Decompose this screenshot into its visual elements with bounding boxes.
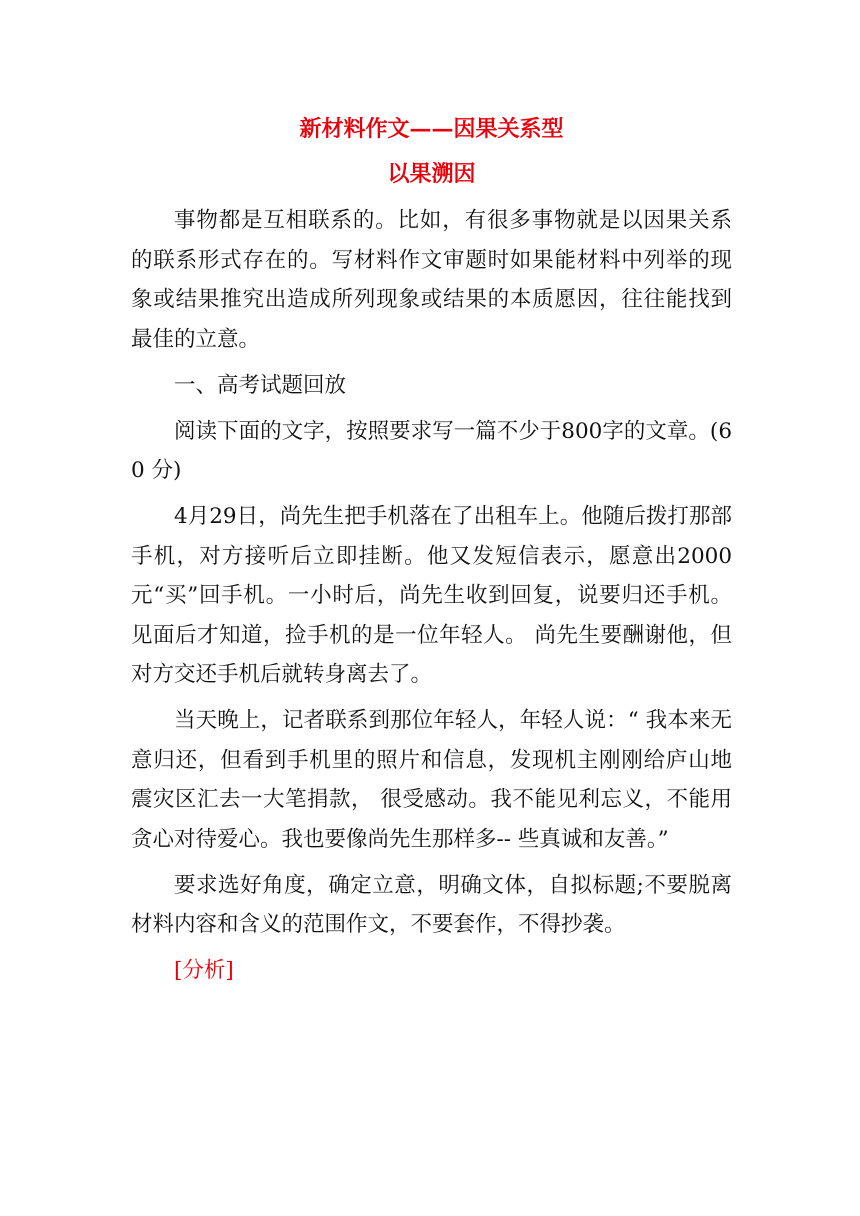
material-paragraph-1: 4月29日，尚先生把手机落在了出租车上。他随后拨打那部手机，对方接听后立即挂断。他又发短信表示，愿意出2000元“买”回手机。一小时后，尚先生收到回复，说要归还手机。见面后才知道，捡手机的是一位年轻人。 尚先生要酬谢他，但对方交还手机后就转身离去了。 [131, 504, 732, 687]
page-title: 新材料作文——因果关系型 [299, 116, 564, 142]
material-paragraph-2: 当天晚上，记者联系到那位年轻人，年轻人说：“ 我本来无意归还，但看到手机里的照片和信息，发现机主刚刚给庐山地震灾区汇去一大笔捐款， 很受感动。我不能见利忘义，不能用贪心对待爱心。我也要像尚先生那样多-- 些真诚和友善。” [131, 708, 732, 852]
requirements-paragraph: 要求选好角度，确定立意，明确文体，自拟标题;不要脱离材料内容和含义的范围作文，不要套作，不得抄袭。 [131, 872, 732, 937]
section-heading: 一、高考试题回放 [174, 372, 347, 398]
prompt-instruction: 阅读下面的文字，按照要求写一篇不少于800字的文章。(60 分) [131, 418, 732, 483]
page-subtitle: 以果溯因 [387, 161, 476, 187]
intro-paragraph: 事物都是互相联系的。比如，有很多事物就是以因果关系的联系形式存在的。写材料作文审题时如果能材料中列举的现象或结果推究出造成所列现象或结果的本质愿因，往往能找到最佳的立意。 [131, 208, 732, 352]
analysis-label: [分析] [174, 958, 234, 983]
